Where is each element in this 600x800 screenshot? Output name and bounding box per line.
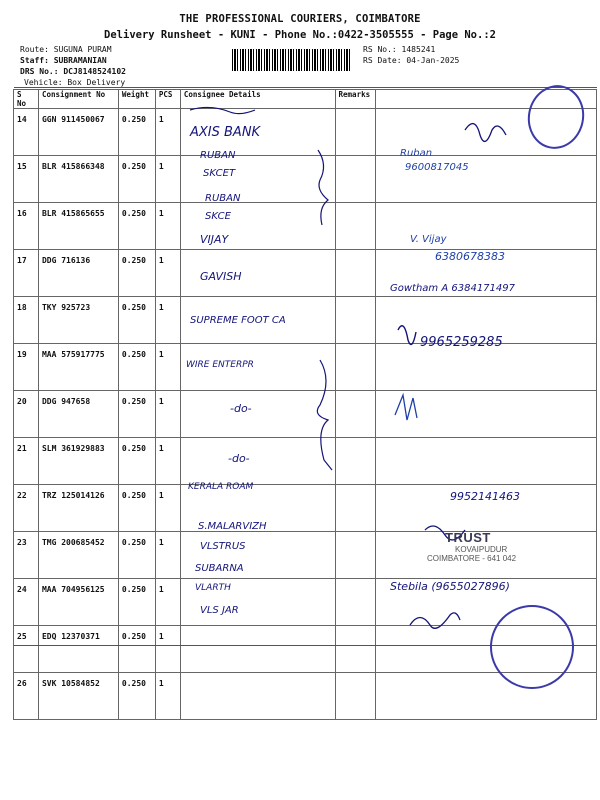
hw-r15-a: RUBAN bbox=[200, 150, 236, 161]
cell-weight: 0.250 bbox=[118, 344, 155, 391]
cell-weight: 0.250 bbox=[118, 485, 155, 532]
cell-sno: 18 bbox=[14, 297, 39, 344]
meta-right: RS No.: 1485241 RS Date: 04-Jan-2025 bbox=[363, 45, 460, 65]
cell-sno: 20 bbox=[14, 391, 39, 438]
hw-r25-a: SUBARNA bbox=[195, 563, 244, 574]
round-stamp-bottom bbox=[490, 605, 574, 689]
cell-sno: 21 bbox=[14, 438, 39, 485]
sign-r18: Gowtham A 6384171497 bbox=[390, 283, 515, 294]
hw-r16-a: RUBAN bbox=[205, 193, 241, 204]
cell-weight: 0.250 bbox=[118, 532, 155, 579]
r26-signature-scribble bbox=[410, 613, 460, 628]
cell-weight: 0.250 bbox=[118, 297, 155, 344]
hw-r25-b: VLARTH bbox=[195, 583, 231, 593]
hw-r18: GAVISH bbox=[200, 270, 242, 283]
cell-consignment: TRZ 125014126 bbox=[38, 485, 118, 532]
cell-sno: 26 bbox=[14, 673, 39, 720]
cell-pcs: 1 bbox=[155, 250, 180, 297]
sign-r23: 9952141463 bbox=[450, 490, 520, 503]
route-value: SUGUNA PURAM bbox=[53, 45, 112, 54]
cell-pcs: 1 bbox=[155, 391, 180, 438]
col-consignee: Consignee Details bbox=[180, 90, 335, 109]
cell-sno: 24 bbox=[14, 579, 39, 626]
cell-weight: 0.250 bbox=[118, 579, 155, 626]
col-weight: Weight bbox=[118, 90, 155, 109]
cell-pcs: 1 bbox=[155, 438, 180, 485]
cell-sno: 14 bbox=[14, 109, 39, 156]
cell-pcs: 1 bbox=[155, 156, 180, 203]
rs-date-value: 04-Jan-2025 bbox=[406, 56, 460, 65]
cell-pcs: 1 bbox=[155, 203, 180, 250]
cell-consignment: SLM 361929883 bbox=[38, 438, 118, 485]
cell-weight: 0.250 bbox=[118, 391, 155, 438]
trust-place: KOVAIPUDUR bbox=[455, 545, 508, 554]
cell-pcs: 1 bbox=[155, 626, 180, 673]
cell-consignment: TKY 925723 bbox=[38, 297, 118, 344]
hw-r17: VIJAY bbox=[200, 233, 229, 246]
cell-sno: 23 bbox=[14, 532, 39, 579]
cell-weight: 0.250 bbox=[118, 438, 155, 485]
col-pcs: PCS bbox=[155, 90, 180, 109]
cell-sno: 16 bbox=[14, 203, 39, 250]
hw-r22: -do- bbox=[228, 452, 250, 465]
sign-r15-a: Ruban bbox=[400, 148, 433, 159]
hw-r19: SUPREME FOOT CA bbox=[190, 315, 286, 326]
hw-r26: VLS JAR bbox=[200, 605, 239, 616]
hw-r20: WIRE ENTERPR bbox=[186, 360, 254, 370]
cell-pcs: 1 bbox=[155, 579, 180, 626]
hw-r16-b: SKCE bbox=[205, 211, 231, 222]
cell-consignment: SVK 10584852 bbox=[38, 673, 118, 720]
cell-consignment: GGN 911450067 bbox=[38, 109, 118, 156]
cell-sno: 19 bbox=[14, 344, 39, 391]
col-consignment: Consignment No bbox=[38, 90, 118, 109]
cell-pcs: 1 bbox=[155, 485, 180, 532]
hw-r15-b: SKCET bbox=[203, 168, 236, 179]
r15-16-brace bbox=[318, 150, 328, 225]
cell-sno: 17 bbox=[14, 250, 39, 297]
cell-sno: 15 bbox=[14, 156, 39, 203]
drs-value: DCJ8148524102 bbox=[63, 67, 126, 76]
cell-consignment: MAA 704956125 bbox=[38, 579, 118, 626]
hw-r21: -do- bbox=[230, 402, 252, 415]
cell-pcs: 1 bbox=[155, 673, 180, 720]
trust-stamp bbox=[427, 530, 516, 563]
cell-consignment: BLR 415865655 bbox=[38, 203, 118, 250]
hw-r24-a: S.MALARVIZH bbox=[198, 521, 267, 532]
cell-consignment: TMG 200685452 bbox=[38, 532, 118, 579]
trust-name: TRUST bbox=[445, 530, 491, 545]
hw-r23: KERALA ROAM bbox=[188, 482, 254, 492]
cell-pcs: 1 bbox=[155, 344, 180, 391]
cell-sno: 22 bbox=[14, 485, 39, 532]
cell-consignment: BLR 415866348 bbox=[38, 156, 118, 203]
cell-consignment: DDG 947658 bbox=[38, 391, 118, 438]
cell-weight: 0.250 bbox=[118, 673, 155, 720]
cell-weight: 0.250 bbox=[118, 626, 155, 673]
r14-consignee-strike bbox=[190, 107, 255, 113]
cell-consignment: EDQ 12370371 bbox=[38, 626, 118, 673]
col-signature: Signature bbox=[375, 90, 597, 109]
r14-signature-scribble bbox=[465, 124, 506, 142]
trust-address: COIMBATORE - 641 042 bbox=[427, 554, 517, 563]
sign-r15-b: 9600817045 bbox=[405, 162, 469, 173]
r19-signature-loop bbox=[398, 326, 416, 345]
cell-pcs: 1 bbox=[155, 109, 180, 156]
cell-weight: 0.250 bbox=[118, 250, 155, 297]
hw-r14: AXIS BANK bbox=[190, 125, 261, 140]
cell-weight: 0.250 bbox=[118, 156, 155, 203]
vehicle-value: Box Delivery bbox=[67, 78, 126, 87]
cell-pcs: 1 bbox=[155, 532, 180, 579]
sheet-title: THE PROFESSIONAL COURIERS, COIMBATORE bbox=[179, 13, 421, 25]
sign-r17-a: V. Vijay bbox=[410, 234, 447, 245]
sign-r25: Stebila (9655027896) bbox=[390, 580, 510, 593]
r21-signature-scribble bbox=[395, 395, 417, 420]
cell-weight: 0.250 bbox=[118, 203, 155, 250]
meta-left: Route: SUGUNA PURAM Staff: SUBRAMANIAN DRS No.: DCJ8148524102 Vehicle: Box Delivery bbox=[20, 45, 126, 87]
sheet-subtitle: Delivery Runsheet - KUNI - Phone No.:0422-3505555 - Page No.:2 bbox=[104, 29, 496, 41]
col-sno: S No bbox=[14, 90, 39, 109]
col-remarks: Remarks bbox=[335, 90, 375, 109]
cell-consignment: MAA 575917775 bbox=[38, 344, 118, 391]
r20-22-brace bbox=[317, 360, 332, 470]
staff-value: SUBRAMANIAN bbox=[53, 56, 107, 65]
cell-weight: 0.250 bbox=[118, 109, 155, 156]
sign-r19: 9965259285 bbox=[420, 335, 503, 350]
sign-r17-b: 6380678383 bbox=[435, 250, 505, 263]
cell-pcs: 1 bbox=[155, 297, 180, 344]
rs-no-value: 1485241 bbox=[401, 45, 436, 54]
cell-sno: 25 bbox=[14, 626, 39, 673]
cell-consignment: DDG 716136 bbox=[38, 250, 118, 297]
hw-r24-b: VLSTRUS bbox=[200, 541, 246, 552]
